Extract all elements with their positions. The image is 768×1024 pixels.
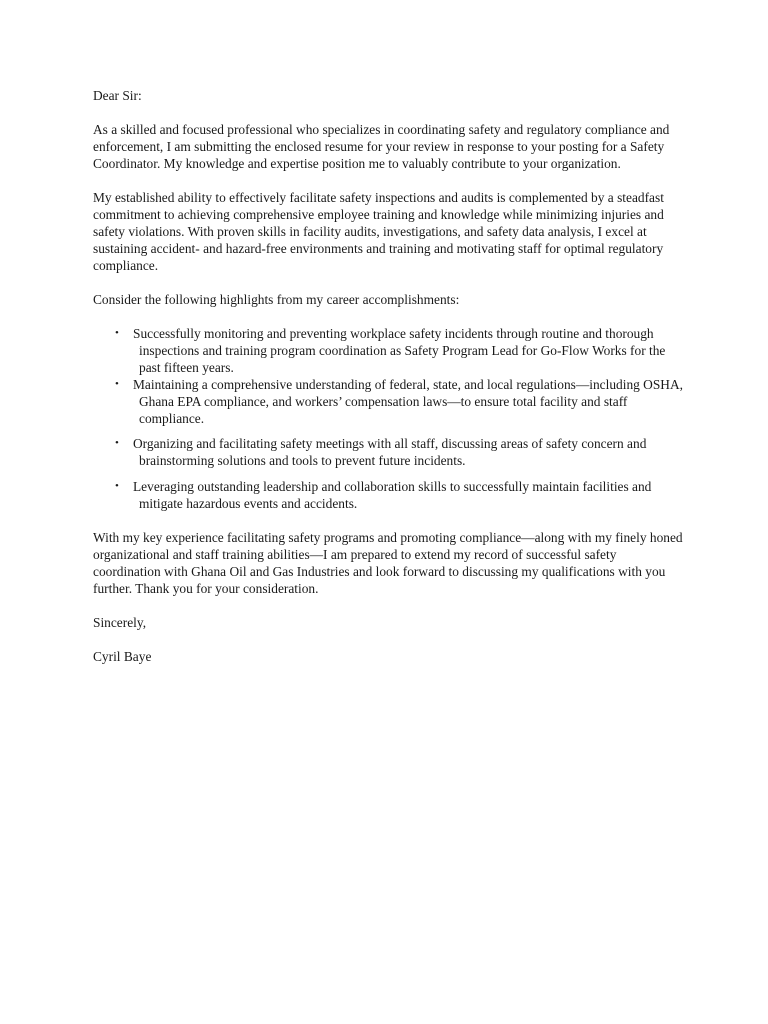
list-item-text: Leveraging outstanding leadership and collaboration skills to successfully maintain facilities and mitigate hazardous events and accidents.: [133, 479, 652, 511]
bullet-icon: •: [115, 378, 119, 390]
cover-letter: [93, 87, 683, 682]
highlights-list: [93, 325, 683, 512]
bullet-icon: •: [115, 480, 119, 492]
intro-paragraph: As a skilled and focused professional who specializes in coordinating safety and regulatory compliance and enforcement, I am submitting the enclosed resume for your review in response to your posting for a Safety Coordinator. My knowledge and expertise position me to valuably contribute to your organization.: [93, 122, 670, 171]
closing: Sincerely,: [93, 615, 147, 630]
salutation: Dear Sir:: [93, 88, 142, 103]
qualifications-paragraph: My established ability to effectively facilitate safety inspections and audits is complemented by a steadfast commitment to achieving comprehensive employee training and knowledge while minimizing injuries and safety violations. With proven skills in facility audits, investigations, and safety data analysis, I excel at sustaining accident- and hazard-free environments and training and motivating staff for optimal regulatory compliance.: [93, 190, 664, 273]
signature-name: Cyril Baye: [93, 649, 152, 664]
bullet-icon: •: [115, 327, 119, 339]
list-item-text: Organizing and facilitating safety meetings with all staff, discussing areas of safety concern and brainstorming solutions and tools to prevent future incidents.: [133, 436, 647, 468]
closing-paragraph: With my key experience facilitating safety programs and promoting compliance—along with my finely honed organizational and staff training abilities—I am prepared to extend my record of successful safety coordination with Ghana Oil and Gas Industries and look forward to discussing my qualifications with you further. Thank you for your consideration.: [93, 530, 683, 596]
bullet-icon: •: [115, 437, 119, 449]
list-item: [93, 376, 683, 427]
highlights-intro: Consider the following highlights from my career accomplishments:: [93, 292, 460, 307]
list-item: [93, 435, 683, 469]
list-item: [93, 478, 683, 512]
list-item-text: Successfully monitoring and preventing workplace safety incidents through routine and thorough inspections and training program coordination as Safety Program Lead for Go-Flow Works for the past fifteen years.: [133, 326, 666, 375]
list-item: [93, 325, 683, 376]
list-item-text: Maintaining a comprehensive understanding of federal, state, and local regulations—including OSHA, Ghana EPA compliance, and workers’ compensation laws—to ensure total facility and staff compliance.: [133, 377, 683, 426]
